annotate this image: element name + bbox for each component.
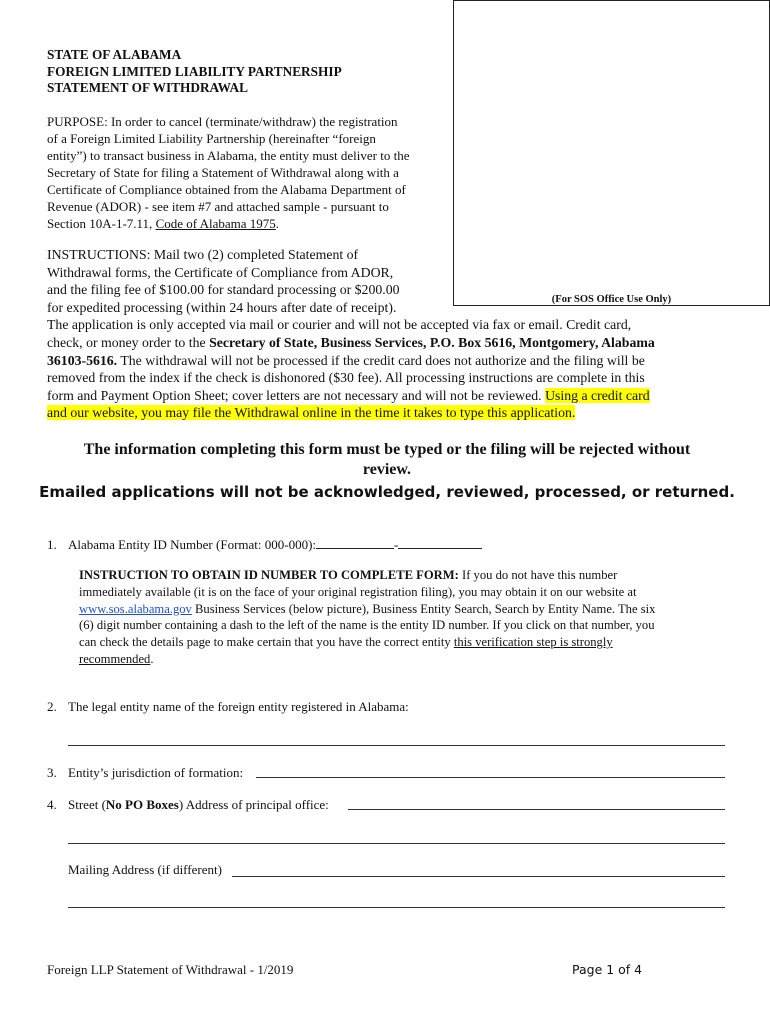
footer-form-name: Foreign LLP Statement of Withdrawal - 1/2019 — [47, 962, 294, 977]
mailing-zip-bold: 36103-5616. — [47, 352, 118, 368]
heading-type: FOREIGN LIMITED LIABILITY PARTNERSHIP — [47, 63, 342, 79]
instructions-paragraph — [47, 246, 727, 422]
typed-warning — [40, 440, 734, 480]
item-4-street-address — [47, 797, 329, 813]
obtain-id-instructions — [79, 567, 725, 668]
typed-warning-line: The information completing this form must be typed or the filing will be rejected without — [83, 441, 691, 458]
instructions-line: removed from the index if the check is dishonored ($30 fee). All processing instructions are complete in this — [47, 370, 645, 386]
sos-website-link[interactable]: www.sos.alabama.gov — [79, 601, 192, 616]
obtain-line — [79, 601, 725, 618]
form-heading — [47, 47, 342, 97]
instructions-line: Withdrawal forms, the Certificate of Compliance from ADOR, — [47, 264, 394, 280]
item-3-jurisdiction — [47, 765, 243, 781]
obtain-line — [79, 651, 725, 668]
mailing-address-line-2-field[interactable] — [68, 907, 725, 908]
item-1-label: Alabama Entity ID Number (Format: 000-000): — [68, 537, 317, 552]
entity-id-suffix-field[interactable] — [398, 536, 482, 549]
instructions-line: INSTRUCTIONS: Mail two (2) completed Statement of — [47, 247, 359, 262]
instructions-line — [47, 352, 727, 370]
code-of-alabama: Code of Alabama 1975 — [155, 216, 276, 231]
item-2-label: The legal entity name of the foreign entity registered in Alabama: — [68, 699, 409, 714]
legal-name-field[interactable] — [68, 745, 725, 746]
item-3-label: Entity’s jurisdiction of formation: — [68, 765, 244, 780]
entity-id-prefix-field[interactable] — [316, 536, 394, 549]
item-4-text: Street ( — [68, 797, 106, 812]
instructions-line: The application is only accepted via mail or courier and will not be accepted via fax or email. Credit card, — [47, 317, 632, 333]
item-number: 2. — [47, 699, 57, 714]
obtain-text: . — [150, 651, 154, 666]
purpose-line: Revenue (ADOR) - see item #7 and attached sample - pursuant to — [47, 199, 389, 214]
obtain-text: If you do not have this number — [458, 568, 618, 582]
mailing-address-label: Mailing Address (if different) — [68, 862, 222, 877]
purpose-line: PURPOSE: In order to cancel (terminate/withdraw) the registration — [47, 114, 398, 129]
instructions-text: form and Payment Option Sheet; cover letters are not necessary and will not be reviewed. — [47, 387, 546, 403]
obtain-text: Business Services (below picture), Business Entity Search, Search by Entity Name. The six — [191, 601, 656, 616]
online-filing-highlight: and our website, you may file the Withdrawal online in the time it takes to type this application. — [47, 405, 576, 421]
obtain-line — [79, 567, 725, 584]
footer-page-number: Page 1 of 4 — [572, 962, 643, 977]
verification-note: recommended — [79, 651, 151, 666]
heading-state: STATE OF ALABAMA — [47, 47, 182, 62]
instructions-line: for expedited processing (within 24 hours after date of receipt). — [47, 299, 397, 315]
purpose-line: Certificate of Compliance obtained from the Alabama Department of — [47, 182, 406, 197]
jurisdiction-field[interactable] — [256, 777, 725, 778]
heading-title: STATEMENT OF WITHDRAWAL — [47, 80, 248, 95]
obtain-line: immediately available (it is on the face of your original registration filing), you may obtain it on our website at — [79, 584, 637, 599]
instructions-line: and the filing fee of $100.00 for standard processing or $200.00 — [47, 282, 400, 298]
entity-id-dash: - — [394, 537, 399, 552]
item-number: 1. — [47, 537, 57, 552]
online-filing-highlight: Using a credit card — [545, 387, 650, 403]
office-use-label: (For SOS Office Use Only) — [551, 294, 672, 305]
instructions-line — [47, 334, 727, 352]
obtain-line — [79, 634, 725, 651]
email-warning: Emailed applications will not be acknowledged, reviewed, processed, or returned. — [39, 483, 735, 501]
typed-warning-line: review. — [362, 461, 412, 478]
purpose-text: Section 10A-1-7.11, — [47, 216, 156, 231]
mailing-address-bold: Secretary of State, Business Services, P.O. Box 5616, Montgomery, Alabama — [209, 334, 655, 350]
item-number: 3. — [47, 765, 57, 780]
purpose-line: Secretary of State for filing a Statement of Withdrawal along with a — [47, 165, 399, 180]
purpose-text: . — [275, 216, 280, 231]
item-2-legal-name — [47, 699, 409, 715]
obtain-line: (6) digit number containing a dash to the left of the name is the entity ID number. If you click on that number, you — [79, 618, 655, 633]
purpose-paragraph — [47, 113, 445, 232]
street-address-line-2-field[interactable] — [68, 843, 725, 844]
verification-note: this verification step is strongly — [453, 635, 613, 650]
mailing-address-field[interactable] — [232, 876, 725, 877]
street-address-field[interactable] — [348, 809, 725, 810]
instructions-text: check, or money order to the — [47, 334, 210, 350]
no-po-boxes: No PO Boxes — [105, 797, 179, 812]
obtain-text: can check the details page to make certain that you have the correct entity — [79, 635, 454, 650]
instructions-line — [47, 387, 727, 405]
obtain-id-label: INSTRUCTION TO OBTAIN ID NUMBER TO COMPLETE FORM: — [79, 568, 459, 582]
instructions-text: The withdrawal will not be processed if the credit card does not authorize and the filing will be — [117, 352, 645, 368]
item-1-entity-id — [47, 536, 482, 553]
purpose-line: entity”) to transact business in Alabama, the entity must deliver to the — [47, 148, 410, 163]
item-4-text: ) Address of principal office: — [178, 797, 329, 812]
instructions-line — [47, 404, 727, 422]
purpose-line: of a Foreign Limited Liability Partnership (hereinafter “foreign — [47, 131, 376, 146]
item-number: 4. — [47, 797, 57, 812]
purpose-line — [47, 215, 445, 232]
